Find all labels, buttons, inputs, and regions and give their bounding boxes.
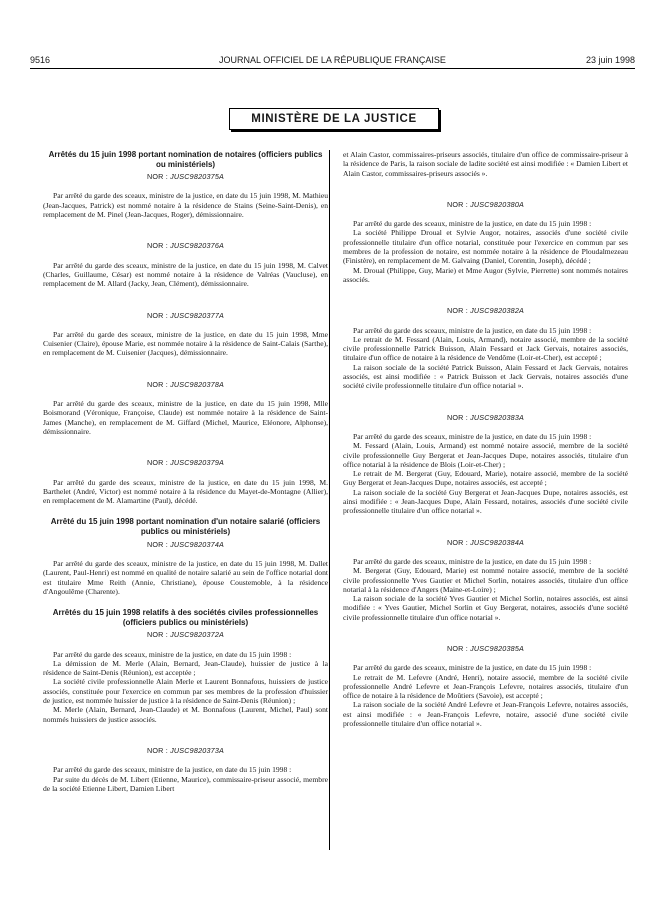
nor-reference: NOR : JUSC9820376A bbox=[146, 241, 225, 251]
section-title: Arrêtés du 15 juin 1998 portant nomination de notaires (officiers publics ou ministériels) bbox=[48, 150, 323, 169]
section-title: Arrêté du 15 juin 1998 portant nomination d'un notaire salarié (officiers publics ou ministériels) bbox=[50, 517, 321, 537]
decree-paragraph: Par arrêté du garde des sceaux, ministre de la justice, en date du 15 juin 1998 : bbox=[353, 431, 592, 441]
decree-paragraph: Par arrêté du garde des sceaux, ministre de la justice, en date du 15 juin 1998, Mlle Boismorand (Véronique, Françoise, Claude) est nommée notaire à la résidence de Saint-James (Manche), en remplacement de M. Giffard (Michel, Maurice, Eléonore, Alphonse), démissionnaire. bbox=[43, 399, 328, 436]
journal-title: JOURNAL OFFICIEL DE LA RÉPUBLIQUE FRANÇAISE bbox=[219, 55, 446, 65]
decree-paragraph: Par arrêté du garde des sceaux, ministre de la justice, en date du 15 juin 1998 : bbox=[353, 325, 592, 335]
decree-paragraph: La démission de M. Merle (Alain, Bernard, Jean-Claude), huissier de justice à la résidence de Saint-Denis (Réunion), est acceptée ; bbox=[43, 658, 328, 678]
decree-paragraph: La société civile professionnelle Alain Merle et Laurent Bonnafous, huissiers de justice associés, constituée pour l'exercice en commun par ses membres de la profession d'huissier de justice, est nommée huissier de justice à la résidence de Saint-Denis (Réunion) ; bbox=[43, 677, 328, 706]
issue-date: 23 juin 1998 bbox=[585, 55, 635, 65]
page-number: 9516 bbox=[30, 55, 51, 65]
decree-paragraph: Par arrêté du garde des sceaux, ministre de la justice, en date du 15 juin 1998, M. Dallet (Laurent, Paul-Henri) est nommé en qualité de notaire salarié au sein de l'office notarial dont est titulaire Mme Reith (Annie, Christiane), épouse Coustemoble, à la résidence d'Angoulême (Charente). bbox=[43, 558, 328, 596]
nor-reference: NOR : JUSC9820380A bbox=[446, 199, 525, 209]
decree-paragraph: M. Merle (Alain, Bernard, Jean-Claude) et M. Bonnafous (Laurent, Michel, Paul) sont nommés huissiers de justice associés. bbox=[43, 705, 328, 724]
nor-reference: NOR : JUSC9820379A bbox=[146, 458, 225, 468]
left-column bbox=[43, 150, 328, 793]
decree-paragraph: M. Fessard (Alain, Louis, Armand) est nommé notaire associé, membre de la société civile professionnelle Guy Bergerat et Jean-Jacques Dupe, notaires associés, titulaire d'un office notarial à la résidence de Blois (Loir-et-Cher) ; bbox=[343, 441, 628, 469]
decree-paragraph: La raison sociale de la société André Lefevre et Jean-François Lefevre, notaires associés, est ainsi modifiée : « Jean-François Lefevre, notaire, associé d'une société civile professionnelle titulaire d'un office notarial ». bbox=[343, 700, 628, 729]
column-divider bbox=[329, 150, 330, 850]
nor-reference: NOR : JUSC9820378A bbox=[146, 379, 225, 389]
nor-reference: NOR : JUSC9820372A bbox=[146, 630, 225, 640]
decree-paragraph: Par arrêté du garde des sceaux, ministre de la justice, en date du 15 juin 1998 : bbox=[353, 556, 592, 566]
decree-paragraph: La société Philippe Droual et Sylvie Augor, notaires, associés d'une société civile professionnelle titulaire d'un office notarial, constituée pour l'exercice en commun par ses membres de la profession de notaire, est nommée notaire à la résidence de Ploudalmezeau (Finistère), en remplacement de M. Galvaing (Daniel, Corentin, Joseph), décédé ; bbox=[343, 228, 628, 266]
decree-paragraph: La raison sociale de la société Guy Bergerat et Jean-Jacques Dupe, notaires associés, est ainsi modifiée : « Jean-Jacques Dupe, Alain Fessard, notaires, associés d'une société civile professionnelle titulaire d'un office notarial ». bbox=[343, 487, 628, 516]
section-title: Arrêtés du 15 juin 1998 relatifs à des sociétés civiles professionnelles (officiers publics ou ministériels) bbox=[52, 608, 319, 627]
nor-reference: NOR : JUSC9820375A bbox=[146, 172, 225, 182]
decree-paragraph: Le retrait de M. Bergerat (Guy, Edouard, Marie), notaire associé, membre de la société Guy Bergerat et Jean-Jacques Dupe, notaires associés, est accepté ; bbox=[343, 469, 628, 488]
nor-reference: NOR : JUSC9820382A bbox=[446, 306, 525, 316]
nor-reference: NOR : JUSC9820384A bbox=[446, 537, 525, 547]
decree-paragraph: Par arrêté du garde des sceaux, ministre de la justice, en date du 15 juin 1998 : bbox=[53, 649, 292, 659]
nor-reference: NOR : JUSC9820385A bbox=[446, 643, 525, 653]
decree-paragraph: Le retrait de M. Fessard (Alain, Louis, Armand), notaire associé, membre de la société civile professionnelle Patrick Buisson, Alain Fessard et Jack Gervais, notaires associés, titulaire d'un office de notaire à la résidence de Vendôme (Loir-et-Cher), est accepté ; bbox=[343, 334, 628, 363]
nor-reference: NOR : JUSC9820377A bbox=[146, 310, 225, 320]
decree-paragraph: M. Droual (Philippe, Guy, Marie) et Mme Augor (Sylvie, Pierrette) sont nommés notaires associés. bbox=[343, 265, 628, 284]
decree-paragraph: Par arrêté du garde des sceaux, ministre de la justice, en date du 15 juin 1998, M. Barthelet (André, Victor) est nommé notaire à la résidence du Mayet-de-Montagne (Allier), en remplacement de M. Alamartine (Paul), décédé. bbox=[43, 477, 328, 506]
header-rule bbox=[30, 68, 635, 69]
decree-paragraph: Par arrêté du garde des sceaux, ministre de la justice, en date du 15 juin 1998 : bbox=[53, 765, 292, 775]
nor-reference: NOR : JUSC9820383A bbox=[446, 412, 525, 422]
decree-paragraph: Par arrêté du garde des sceaux, ministre de la justice, en date du 15 juin 1998, Mme Cuisenier (Claire), épouse Marie, est nommée notaire à la résidence de Saint-Calais (Sarthe), en remplacement de M. Cuisenier (Jacques), démissionnaire. bbox=[43, 329, 328, 358]
decree-paragraph: Par arrêté du garde des sceaux, ministre de la justice, en date du 15 juin 1998, M. Calvet (Charles, Guillaume, César) est nommé notaire à la résidence de Valréas (Vaucluse), en remplacement de M. Allard (Jacky, Jean, Clément), démissionnaire. bbox=[43, 260, 328, 289]
decree-paragraph: Le retrait de M. Lefevre (André, Henri), notaire associé, membre de la société civile professionnelle André Lefevre et Jean-François Lefevre, notaires associés, titulaire d'un office de notaire à la résidence de Moûtiers (Savoie), est accepté ; bbox=[343, 672, 628, 701]
decree-paragraph: Par arrêté du garde des sceaux, ministre de la justice, en date du 15 juin 1998 : bbox=[353, 219, 592, 229]
nor-reference: NOR : JUSC9820373A bbox=[146, 745, 225, 755]
decree-paragraph: Par arrêté du garde des sceaux, ministre de la justice, en date du 15 juin 1998 : bbox=[353, 663, 592, 673]
decree-paragraph: et Alain Castor, commissaires-priseurs associés, titulaire d'un office de commissaire-priseur à la résidence de Paris, la raison sociale de ladite société est ainsi modifiée : « Damien Libert et Alain Castor, commissaires-priseurs associés ». bbox=[343, 150, 628, 178]
decree-paragraph: La raison sociale de la société Patrick Buisson, Alain Fessard et Jack Gervais, notaires associés, est ainsi modifiée : « Patrick Buisson et Jack Gervais, notaires associés d'une société civile professionnelle titulaire d'un office notarial ». bbox=[343, 362, 628, 391]
nor-reference: NOR : JUSC9820374A bbox=[146, 539, 225, 549]
decree-paragraph: La raison sociale de la société Yves Gautier et Michel Sorlin, notaires associés, est ainsi modifiée : « Yves Gautier, Michel Sorlin et Guy Bergerat, notaires, associés d'une société civile professionnelle titulaire d'un office notarial ». bbox=[343, 594, 628, 622]
decree-paragraph: Par arrêté du garde des sceaux, ministre de la justice, en date du 15 juin 1998, M. Mathieu (Jean-Jacques, Patrick) est nommé notaire à la résidence de Stains (Seine-Saint-Denis), en remplacement de M. Pinel (Jean-Jacques, Roger), démissionnaire. bbox=[43, 191, 328, 220]
decree-paragraph: M. Bergerat (Guy, Edouard, Marie) est nommé notaire associé, membre de la société civile professionnelle Yves Gautier et Michel Sorlin, notaires associés, titulaire d'un office notarial à la résidence d'Angers (Maine-et-Loire) ; bbox=[343, 566, 628, 594]
page-header bbox=[30, 55, 635, 67]
right-column bbox=[343, 150, 628, 728]
decree-paragraph: Par suite du décès de M. Libert (Etienne, Maurice), commissaire-priseur associé, membre de la société Etienne Libert, Damien Libert bbox=[43, 774, 328, 793]
ministry-title-box: MINISTÈRE DE LA JUSTICE bbox=[229, 108, 439, 130]
